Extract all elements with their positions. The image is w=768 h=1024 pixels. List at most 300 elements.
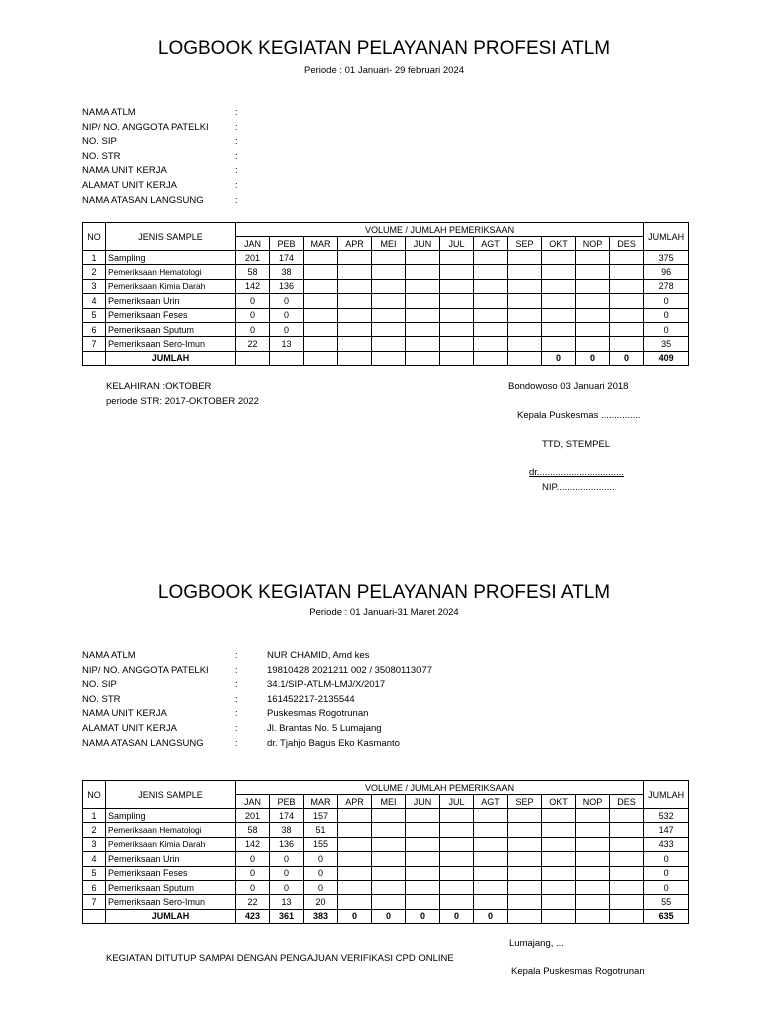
cell-month-value bbox=[576, 866, 610, 880]
info-label: NO. STR bbox=[82, 693, 121, 705]
cell-month-total bbox=[508, 909, 542, 923]
cell-month-value bbox=[372, 895, 406, 909]
cell-jenis-sample: Sampling bbox=[106, 251, 236, 265]
header-month: DES bbox=[610, 237, 644, 251]
table-row bbox=[83, 337, 689, 351]
table-total-row bbox=[83, 909, 689, 923]
cell-row-total: 0 bbox=[644, 866, 689, 880]
header-jenis-sample: JENIS SAMPLE bbox=[106, 223, 236, 251]
doc1-period: Periode : 01 Januari- 29 februari 2024 bbox=[303, 65, 465, 76]
cell-month-value bbox=[508, 880, 542, 894]
cell-month-value bbox=[338, 823, 372, 837]
cell-month-value bbox=[372, 322, 406, 336]
cell-month-value bbox=[372, 294, 406, 308]
doc2-period: Periode : 01 Januari-31 Maret 2024 bbox=[309, 607, 459, 618]
cell-total-label: JUMLAH bbox=[106, 909, 236, 923]
cell-month-value bbox=[372, 852, 406, 866]
cell-month-value bbox=[610, 294, 644, 308]
cell-month-value: 0 bbox=[270, 322, 304, 336]
cell-month-value bbox=[508, 337, 542, 351]
cell-row-total: 433 bbox=[644, 837, 689, 851]
cell-month-value bbox=[508, 895, 542, 909]
cell-month-value bbox=[610, 265, 644, 279]
info-row bbox=[82, 194, 527, 209]
cell-month-total: 0 bbox=[610, 351, 644, 365]
table-header-row bbox=[83, 223, 689, 237]
doc1-kelahiran: KELAHIRAN :OKTOBER bbox=[106, 381, 212, 392]
cell-month-value bbox=[338, 895, 372, 909]
cell-month-value bbox=[440, 251, 474, 265]
cell-month-value bbox=[440, 308, 474, 322]
cell-month-value bbox=[576, 251, 610, 265]
cell-month-value bbox=[440, 837, 474, 851]
cell-jenis-sample: Pemeriksaan Hematologi bbox=[106, 823, 236, 837]
cell-month-value: 0 bbox=[236, 852, 270, 866]
info-label: ALAMAT UNIT KERJA bbox=[82, 722, 178, 734]
cell-month-value bbox=[406, 251, 440, 265]
cell-month-value: 0 bbox=[270, 866, 304, 880]
doc2-title: LOGBOOK KEGIATAN PELAYANAN PROFESI ATLM bbox=[157, 582, 611, 603]
doc2-kepala: Kepala Puskesmas Rogotrunan bbox=[511, 966, 645, 977]
info-value: Puskesmas Rogotrunan bbox=[267, 708, 369, 720]
cell-month-value: 51 bbox=[304, 823, 338, 837]
cell-month-total: 0 bbox=[440, 909, 474, 923]
cell-month-value bbox=[440, 823, 474, 837]
cell-month-value bbox=[576, 895, 610, 909]
cell-month-value bbox=[508, 823, 542, 837]
cell-month-value bbox=[474, 837, 508, 851]
info-colon: : bbox=[235, 708, 238, 720]
cell-month-value bbox=[440, 265, 474, 279]
cell-month-value bbox=[406, 866, 440, 880]
doc1-ttd: TTD, STEMPEL bbox=[542, 439, 611, 450]
cell-month-value bbox=[372, 265, 406, 279]
cell-row-total: 0 bbox=[644, 322, 689, 336]
cell-month-value: 13 bbox=[270, 337, 304, 351]
cell-no: 5 bbox=[83, 866, 106, 880]
info-label: NO. SIP bbox=[82, 136, 117, 148]
cell-empty bbox=[83, 909, 106, 923]
cell-grand-total: 409 bbox=[644, 351, 689, 365]
cell-month-value: 0 bbox=[270, 308, 304, 322]
cell-month-value bbox=[372, 279, 406, 293]
cell-month-value bbox=[474, 866, 508, 880]
info-row bbox=[82, 737, 527, 752]
info-label: NO. SIP bbox=[82, 679, 117, 691]
cell-row-total: 375 bbox=[644, 251, 689, 265]
cell-month-value bbox=[576, 279, 610, 293]
cell-month-value bbox=[610, 852, 644, 866]
cell-month-value bbox=[304, 251, 338, 265]
cell-no: 3 bbox=[83, 837, 106, 851]
header-month: JUL bbox=[440, 795, 474, 809]
cell-month-value bbox=[610, 809, 644, 823]
cell-month-total bbox=[406, 351, 440, 365]
cell-no: 4 bbox=[83, 852, 106, 866]
cell-month-value bbox=[610, 895, 644, 909]
table-row bbox=[83, 294, 689, 308]
cell-month-total: 0 bbox=[338, 909, 372, 923]
header-month: MAR bbox=[304, 237, 338, 251]
cell-month-value: 155 bbox=[304, 837, 338, 851]
cell-jenis-sample: Sampling bbox=[106, 809, 236, 823]
cell-month-value bbox=[474, 895, 508, 909]
info-colon: : bbox=[235, 136, 238, 148]
cell-month-value bbox=[440, 294, 474, 308]
info-label: NO. STR bbox=[82, 150, 121, 162]
cell-month-value bbox=[338, 837, 372, 851]
header-month: PEB bbox=[270, 795, 304, 809]
info-colon: : bbox=[235, 737, 238, 749]
cell-no: 1 bbox=[83, 251, 106, 265]
cell-month-value bbox=[406, 308, 440, 322]
cell-month-value: 0 bbox=[304, 880, 338, 894]
cell-month-value bbox=[474, 852, 508, 866]
header-month: MAR bbox=[304, 795, 338, 809]
info-value: Jl. Brantas No. 5 Lumajang bbox=[267, 722, 382, 734]
cell-month-value bbox=[576, 322, 610, 336]
header-volume: VOLUME / JUMLAH PEMERIKSAAN bbox=[236, 223, 644, 237]
cell-grand-total: 635 bbox=[644, 909, 689, 923]
cell-month-value bbox=[474, 308, 508, 322]
cell-month-total: 383 bbox=[304, 909, 338, 923]
cell-row-total: 96 bbox=[644, 265, 689, 279]
cell-jenis-sample: Pemeriksaan Feses bbox=[106, 308, 236, 322]
cell-month-total bbox=[440, 351, 474, 365]
cell-month-value bbox=[304, 279, 338, 293]
info-row bbox=[82, 164, 527, 179]
header-month: NOP bbox=[576, 795, 610, 809]
table-row bbox=[83, 809, 689, 823]
cell-month-total bbox=[304, 351, 338, 365]
info-row bbox=[82, 135, 527, 150]
cell-month-value bbox=[372, 308, 406, 322]
info-label: NIP/ NO. ANGGOTA PATELKI bbox=[82, 664, 209, 676]
table-total-row bbox=[83, 351, 689, 365]
info-value bbox=[267, 194, 527, 209]
cell-month-value bbox=[508, 809, 542, 823]
cell-month-value: 136 bbox=[270, 279, 304, 293]
cell-month-total: 0 bbox=[542, 351, 576, 365]
cell-month-value bbox=[610, 337, 644, 351]
cell-no: 6 bbox=[83, 322, 106, 336]
cell-month-value: 0 bbox=[270, 880, 304, 894]
info-value: 161452217-2135544 bbox=[267, 693, 355, 705]
cell-no: 7 bbox=[83, 895, 106, 909]
cell-month-value bbox=[304, 294, 338, 308]
cell-month-value bbox=[372, 823, 406, 837]
header-month: OKT bbox=[542, 237, 576, 251]
info-label: NAMA ATASAN LANGSUNG bbox=[82, 194, 204, 206]
table-row bbox=[83, 322, 689, 336]
info-value bbox=[267, 106, 527, 121]
cell-no: 3 bbox=[83, 279, 106, 293]
info-label: NAMA ATASAN LANGSUNG bbox=[82, 737, 204, 749]
cell-month-value: 38 bbox=[270, 823, 304, 837]
doc1-logbook-table bbox=[82, 222, 689, 366]
cell-month-total: 0 bbox=[406, 909, 440, 923]
header-month: AGT bbox=[474, 795, 508, 809]
cell-month-value: 0 bbox=[270, 294, 304, 308]
cell-month-value: 0 bbox=[236, 866, 270, 880]
info-colon: : bbox=[235, 179, 238, 191]
cell-month-value: 142 bbox=[236, 279, 270, 293]
table-row bbox=[83, 308, 689, 322]
cell-month-value bbox=[338, 279, 372, 293]
info-row bbox=[82, 664, 527, 679]
cell-month-value bbox=[610, 880, 644, 894]
cell-row-total: 55 bbox=[644, 895, 689, 909]
cell-month-value bbox=[406, 895, 440, 909]
cell-month-value: 142 bbox=[236, 837, 270, 851]
cell-month-total: 423 bbox=[236, 909, 270, 923]
cell-month-value bbox=[474, 823, 508, 837]
cell-month-value bbox=[440, 895, 474, 909]
cell-month-total bbox=[542, 909, 576, 923]
cell-empty bbox=[83, 351, 106, 365]
header-month: JUN bbox=[406, 237, 440, 251]
info-colon: : bbox=[235, 121, 238, 133]
info-label: NAMA UNIT KERJA bbox=[82, 708, 167, 720]
table-row bbox=[83, 823, 689, 837]
info-value bbox=[267, 121, 527, 136]
cell-month-value bbox=[338, 337, 372, 351]
cell-month-value bbox=[440, 279, 474, 293]
cell-month-total bbox=[508, 351, 542, 365]
cell-month-value: 174 bbox=[270, 809, 304, 823]
cell-month-value bbox=[304, 308, 338, 322]
cell-row-total: 147 bbox=[644, 823, 689, 837]
cell-month-value bbox=[440, 852, 474, 866]
cell-month-value: 0 bbox=[236, 308, 270, 322]
cell-month-value bbox=[508, 322, 542, 336]
cell-month-value bbox=[576, 809, 610, 823]
cell-month-value bbox=[304, 322, 338, 336]
doc2-place-date: Lumajang, ... bbox=[509, 938, 564, 949]
cell-month-value: 0 bbox=[304, 866, 338, 880]
header-month: APR bbox=[338, 795, 372, 809]
cell-month-value bbox=[338, 294, 372, 308]
table-row bbox=[83, 279, 689, 293]
cell-month-value bbox=[508, 279, 542, 293]
info-colon: : bbox=[235, 664, 238, 676]
cell-month-value bbox=[440, 809, 474, 823]
cell-month-value bbox=[542, 880, 576, 894]
doc2-info-block bbox=[82, 649, 527, 751]
header-jumlah: JUMLAH bbox=[644, 781, 689, 809]
cell-month-value: 157 bbox=[304, 809, 338, 823]
header-jumlah: JUMLAH bbox=[644, 223, 689, 251]
cell-month-value bbox=[338, 308, 372, 322]
cell-jenis-sample: Pemeriksaan Feses bbox=[106, 866, 236, 880]
cell-month-value bbox=[610, 866, 644, 880]
cell-month-value bbox=[440, 337, 474, 351]
info-colon: : bbox=[235, 107, 238, 118]
cell-month-value bbox=[576, 337, 610, 351]
cell-month-value: 58 bbox=[236, 265, 270, 279]
cell-month-value bbox=[304, 337, 338, 351]
doc1-dr-signature: dr................................. bbox=[529, 467, 625, 478]
header-month: MEI bbox=[372, 237, 406, 251]
cell-month-value: 58 bbox=[236, 823, 270, 837]
header-volume: VOLUME / JUMLAH PEMERIKSAAN bbox=[236, 781, 644, 795]
info-value: 19810428 2021211 002 / 35080113077 bbox=[267, 664, 433, 676]
cell-month-total: 361 bbox=[270, 909, 304, 923]
header-month: OKT bbox=[542, 795, 576, 809]
cell-month-value bbox=[338, 251, 372, 265]
cell-total-label: JUMLAH bbox=[106, 351, 236, 365]
cell-month-total bbox=[270, 351, 304, 365]
cell-month-value: 0 bbox=[236, 294, 270, 308]
doc1-kepala: Kepala Puskesmas ............... bbox=[517, 410, 641, 421]
cell-month-value bbox=[610, 279, 644, 293]
cell-month-value bbox=[542, 809, 576, 823]
cell-month-value bbox=[406, 337, 440, 351]
cell-month-value bbox=[576, 823, 610, 837]
cell-month-value bbox=[338, 809, 372, 823]
cell-month-value bbox=[406, 852, 440, 866]
cell-month-value bbox=[338, 265, 372, 279]
cell-month-value bbox=[474, 809, 508, 823]
cell-month-value bbox=[576, 308, 610, 322]
cell-month-value bbox=[338, 852, 372, 866]
cell-month-value bbox=[440, 322, 474, 336]
cell-month-value bbox=[576, 837, 610, 851]
cell-month-value bbox=[508, 294, 542, 308]
info-row bbox=[82, 150, 527, 165]
cell-month-total bbox=[610, 909, 644, 923]
cell-month-value bbox=[576, 265, 610, 279]
header-month: AGT bbox=[474, 237, 508, 251]
cell-month-value bbox=[542, 279, 576, 293]
cell-month-value: 201 bbox=[236, 251, 270, 265]
cell-month-value: 174 bbox=[270, 251, 304, 265]
cell-month-value: 20 bbox=[304, 895, 338, 909]
cell-month-value: 22 bbox=[236, 895, 270, 909]
doc2-closing-note: KEGIATAN DITUTUP SAMPAI DENGAN PENGAJUAN VERIFIKASI CPD ONLINE bbox=[106, 953, 454, 964]
cell-month-value bbox=[406, 322, 440, 336]
cell-month-value bbox=[542, 823, 576, 837]
cell-row-total: 0 bbox=[644, 880, 689, 894]
info-row bbox=[82, 649, 527, 664]
info-row bbox=[82, 707, 527, 722]
cell-month-value bbox=[576, 294, 610, 308]
cell-month-value bbox=[338, 880, 372, 894]
cell-month-value bbox=[474, 294, 508, 308]
header-month: PEB bbox=[270, 237, 304, 251]
cell-no: 4 bbox=[83, 294, 106, 308]
cell-no: 5 bbox=[83, 308, 106, 322]
cell-month-total: 0 bbox=[576, 351, 610, 365]
cell-month-value bbox=[372, 809, 406, 823]
cell-month-value bbox=[610, 837, 644, 851]
cell-month-value bbox=[542, 866, 576, 880]
cell-month-value: 0 bbox=[236, 880, 270, 894]
cell-row-total: 0 bbox=[644, 308, 689, 322]
table-header-row bbox=[83, 781, 689, 795]
cell-jenis-sample: Pemeriksaan Kimia Darah bbox=[106, 279, 236, 293]
cell-jenis-sample: Pemeriksaan Sputum bbox=[106, 880, 236, 894]
cell-row-total: 35 bbox=[644, 337, 689, 351]
cell-month-total: 0 bbox=[372, 909, 406, 923]
cell-month-value bbox=[406, 837, 440, 851]
cell-month-value: 38 bbox=[270, 265, 304, 279]
header-month: DES bbox=[610, 795, 644, 809]
info-colon: : bbox=[235, 194, 238, 206]
header-jenis-sample: JENIS SAMPLE bbox=[106, 781, 236, 809]
info-row bbox=[82, 693, 527, 708]
header-month: JUL bbox=[440, 237, 474, 251]
cell-row-total: 0 bbox=[644, 852, 689, 866]
info-colon: : bbox=[235, 693, 238, 705]
cell-month-value bbox=[372, 880, 406, 894]
info-value bbox=[267, 135, 527, 150]
cell-month-value bbox=[576, 880, 610, 894]
cell-month-total bbox=[372, 351, 406, 365]
cell-month-value: 0 bbox=[236, 322, 270, 336]
cell-month-value bbox=[440, 866, 474, 880]
info-colon: : bbox=[235, 722, 238, 734]
cell-month-value: 22 bbox=[236, 337, 270, 351]
cell-month-value bbox=[610, 308, 644, 322]
cell-row-total: 0 bbox=[644, 294, 689, 308]
info-value: dr. Tjahjo Bagus Eko Kasmanto bbox=[267, 737, 400, 749]
header-month: JAN bbox=[236, 237, 270, 251]
cell-month-value bbox=[338, 322, 372, 336]
cell-month-value bbox=[542, 837, 576, 851]
info-label: NIP/ NO. ANGGOTA PATELKI bbox=[82, 121, 209, 133]
cell-jenis-sample: Pemeriksaan Urin bbox=[106, 294, 236, 308]
cell-month-value: 13 bbox=[270, 895, 304, 909]
doc1-periode-str: periode STR: 2017-OKTOBER 2022 bbox=[106, 396, 259, 407]
cell-month-value bbox=[542, 308, 576, 322]
cell-no: 7 bbox=[83, 337, 106, 351]
cell-month-value bbox=[474, 880, 508, 894]
cell-month-value bbox=[474, 251, 508, 265]
cell-month-value bbox=[508, 837, 542, 851]
cell-month-value bbox=[474, 322, 508, 336]
info-row bbox=[82, 678, 527, 693]
info-row bbox=[82, 722, 527, 737]
cell-jenis-sample: Pemeriksaan Urin bbox=[106, 852, 236, 866]
info-colon: : bbox=[235, 165, 238, 177]
cell-month-value bbox=[406, 279, 440, 293]
info-value: NUR CHAMID, Amd kes bbox=[267, 650, 370, 661]
cell-month-value bbox=[372, 337, 406, 351]
cell-month-value bbox=[508, 265, 542, 279]
cell-month-value bbox=[542, 251, 576, 265]
cell-month-value bbox=[542, 294, 576, 308]
cell-month-value bbox=[406, 265, 440, 279]
info-value bbox=[267, 179, 527, 194]
header-no: NO bbox=[83, 223, 106, 251]
cell-month-value bbox=[542, 265, 576, 279]
doc2-logbook-table bbox=[82, 780, 689, 924]
cell-month-value bbox=[440, 880, 474, 894]
table-row bbox=[83, 880, 689, 894]
info-row bbox=[82, 179, 527, 194]
info-label: NAMA ATLM bbox=[82, 107, 136, 118]
cell-month-value: 0 bbox=[304, 852, 338, 866]
cell-month-total bbox=[474, 351, 508, 365]
cell-month-value bbox=[372, 866, 406, 880]
cell-month-value bbox=[474, 279, 508, 293]
table-row bbox=[83, 265, 689, 279]
header-month: APR bbox=[338, 237, 372, 251]
cell-month-value bbox=[508, 308, 542, 322]
header-month: SEP bbox=[508, 237, 542, 251]
cell-month-value bbox=[610, 251, 644, 265]
